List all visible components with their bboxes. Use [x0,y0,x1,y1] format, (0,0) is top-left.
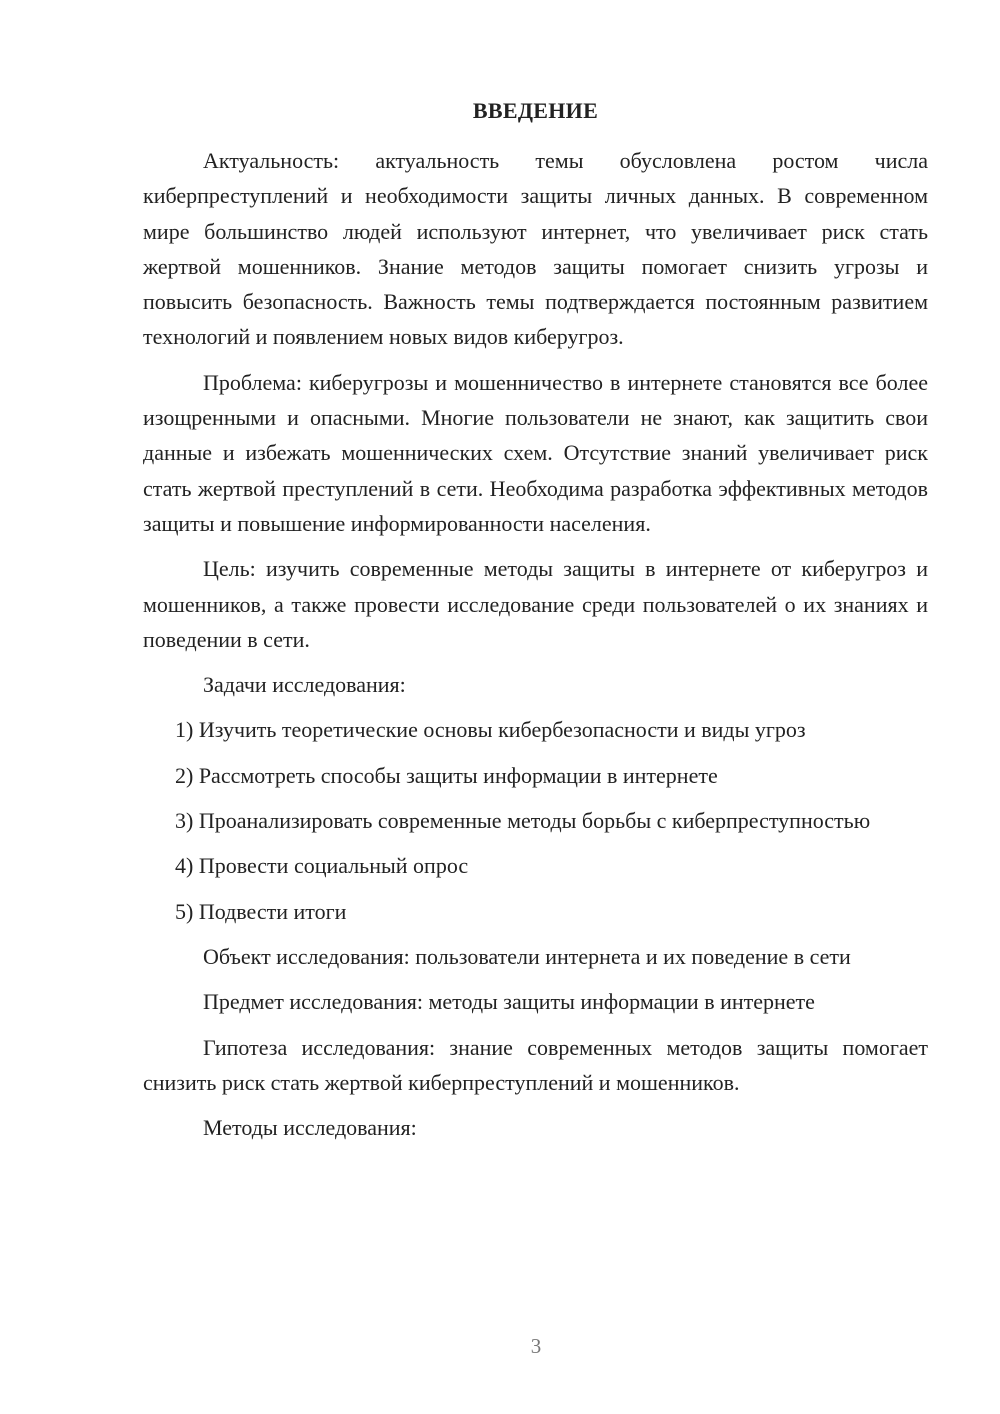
paragraph-goal: Цель: изучить современные методы защиты в интернете от киберугроз и мошенников, а также провести исследование среди пользователей о их знаниях и поведении в сети. [143,556,928,652]
task-item-2: 2) Рассмотреть способы защиты информации в интернете [175,762,718,788]
paragraph-problem: Проблема: киберугрозы и мошенничество в интернете становятся все более изощренными и опасными. Многие пользователи не знают, как защитить свои данные и избежать мошеннических схем. Отсутствие знаний увеличивает риск стать жертвой преступлений в сети. Необходима разработка эффективных методов защиты и повышение информированности населения. [143,369,928,536]
task-item-4: 4) Провести социальный опрос [175,853,469,879]
task-item-1: 1) Изучить теоретические основы кибербезопасности и виды угроз [175,717,806,743]
methods-title: Методы исследования: [203,1115,417,1141]
task-item-5: 5) Подвести итоги [175,898,347,924]
page-number: 3 [530,1334,542,1358]
paragraph-hypothesis: Гипотеза исследования: знание современных методов защиты помогает снизить риск стать жертвой киберпреступлений и мошенников. [143,1034,928,1095]
document-page [143,97,928,1155]
task-item-3: 3) Проанализировать современные методы борьбы с киберпреступностью [175,808,871,834]
section-heading: ВВЕДЕНИЕ [472,98,599,123]
paragraph-relevance: Актуальность: актуальность темы обусловлена ростом числа киберпреступлений и необходимости защиты личных данных. В современном мире большинство людей используют интернет, что увеличивает риск стать жертвой мошенников. Знание методов защиты помогает снизить угрозы и повысить безопасность. Важность темы подтверждается постоянным развитием технологий и появлением новых видов киберугроз. [143,148,928,350]
paragraph-object: Объект исследования: пользователи интернета и их поведение в сети [203,943,851,969]
paragraph-subject: Предмет исследования: методы защиты информации в интернете [203,989,815,1015]
tasks-title: Задачи исследования: [203,672,406,698]
